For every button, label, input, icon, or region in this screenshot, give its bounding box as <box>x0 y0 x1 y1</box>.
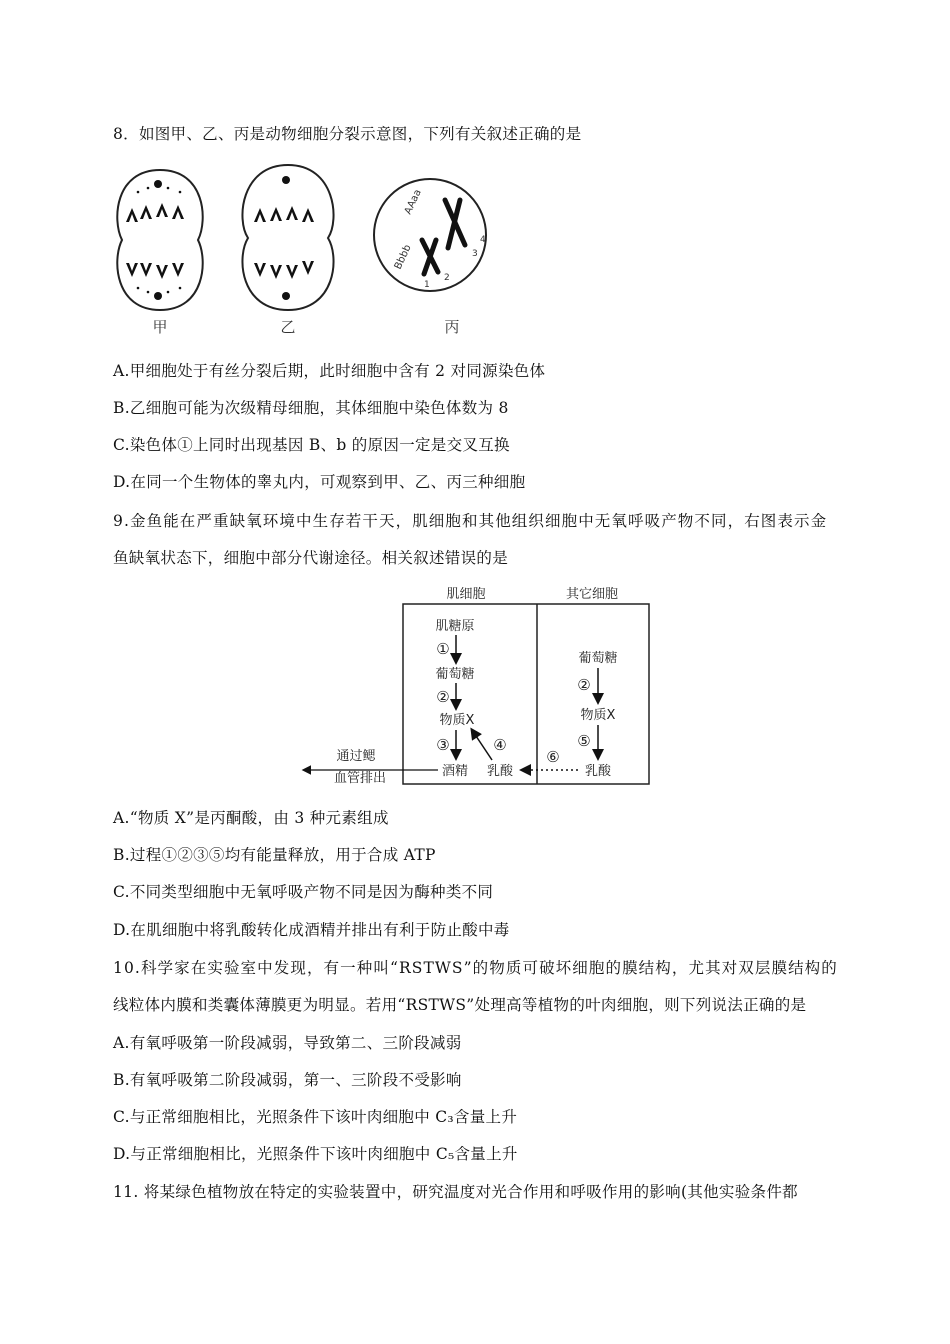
exit-label-line2: 血管排出 <box>333 771 387 786</box>
col-other-cell: 其它细胞 <box>565 587 619 602</box>
cell-yi <box>242 165 333 336</box>
node-alcohol: 酒精 <box>441 764 469 779</box>
chrom-num-4: 4 <box>480 235 486 245</box>
step-5: ⑤ <box>577 732 591 750</box>
step-2-left: ② <box>436 688 450 706</box>
q10-option-d: D.与正常细胞相比，光照条件下该叶肉细胞中 C₅含量上升 <box>113 1145 518 1163</box>
q10-stem-line2: 线粒体内膜和类囊体薄膜更为明显。若用“RSTWS”处理高等植物的叶肉细胞，则下列说法正确的是 <box>113 996 807 1014</box>
node-lactic-left: 乳酸 <box>486 764 514 779</box>
step-6: ⑥ <box>546 748 560 766</box>
node-x-right: 物质X <box>580 708 616 723</box>
col-muscle-cell: 肌细胞 <box>446 587 486 602</box>
chrom-num-1: 1 <box>424 280 430 290</box>
chrom-num-2: 2 <box>444 273 450 283</box>
q9-stem-line2: 鱼缺氧状态下，细胞中部分代谢途径。相关叙述错误的是 <box>113 549 509 567</box>
q10-option-a: A.有氧呼吸第一阶段减弱，导致第二、三阶段减弱 <box>113 1034 462 1052</box>
label-yi: 乙 <box>280 318 296 336</box>
cell-jia <box>117 170 202 336</box>
metabolism-diagram <box>300 582 660 790</box>
cell-division-figure <box>110 160 510 342</box>
cell-bing <box>374 179 486 336</box>
label-bing: 丙 <box>444 318 460 336</box>
step-1: ① <box>436 640 450 658</box>
q11-stem-line1: 11. 将某绿色植物放在特定的实验装置中，研究温度对光合作用和呼吸作用的影响(其他实验条件都 <box>113 1183 798 1201</box>
node-glucose-right: 葡萄糖 <box>578 651 618 666</box>
step-2-right: ② <box>577 676 591 694</box>
q9-option-c: C.不同类型细胞中无氧呼吸产物不同是因为酶种类不同 <box>113 883 494 901</box>
q9-option-b: B.过程①②③⑤均有能量释放，用于合成 ATP <box>113 846 436 864</box>
node-glucose-left: 葡萄糖 <box>435 667 475 682</box>
node-lactic-right: 乳酸 <box>584 764 612 779</box>
q8-option-a: A.甲细胞处于有丝分裂后期，此时细胞中含有 2 对同源染色体 <box>113 362 546 380</box>
exit-label-line1: 通过鳃 <box>336 749 376 764</box>
q9-option-a: A.“物质 X”是丙酮酸，由 3 种元素组成 <box>113 809 389 827</box>
node-glycogen: 肌糖原 <box>435 619 475 634</box>
q8-option-c: C.染色体①上同时出现基因 B、b 的原因一定是交叉互换 <box>113 436 510 454</box>
step-4: ④ <box>493 736 507 754</box>
alleles-upper: AAaa <box>402 187 424 217</box>
q9-option-d: D.在肌细胞中将乳酸转化成酒精并排出有利于防止酸中毒 <box>113 921 510 939</box>
q8-stem: 8．如图甲、乙、丙是动物细胞分裂示意图，下列有关叙述正确的是 <box>113 125 582 143</box>
label-jia: 甲 <box>152 318 168 336</box>
q8-option-b: B.乙细胞可能为次级精母细胞，其体细胞中染色体数为 8 <box>113 399 509 417</box>
alleles-lower: Bbbb <box>392 243 414 272</box>
q8-option-d: D.在同一个生物体的睾丸内，可观察到甲、乙、丙三种细胞 <box>113 473 526 491</box>
q10-stem-line1: 10.科学家在实验室中发现，有一种叫“RSTWS”的物质可破坏细胞的膜结构，尤其对双层膜结构的 <box>113 959 838 977</box>
q9-stem-line1: 9.金鱼能在严重缺氧环境中生存若干天，肌细胞和其他组织细胞中无氧呼吸产物不同，右图表示金 <box>113 512 828 530</box>
q10-option-b: B.有氧呼吸第二阶段减弱，第一、三阶段不受影响 <box>113 1071 462 1089</box>
node-x-left: 物质X <box>439 713 475 728</box>
step-3: ③ <box>436 736 450 754</box>
q10-option-c: C.与正常细胞相比，光照条件下该叶肉细胞中 C₃含量上升 <box>113 1108 518 1126</box>
chrom-num-3: 3 <box>472 249 478 259</box>
